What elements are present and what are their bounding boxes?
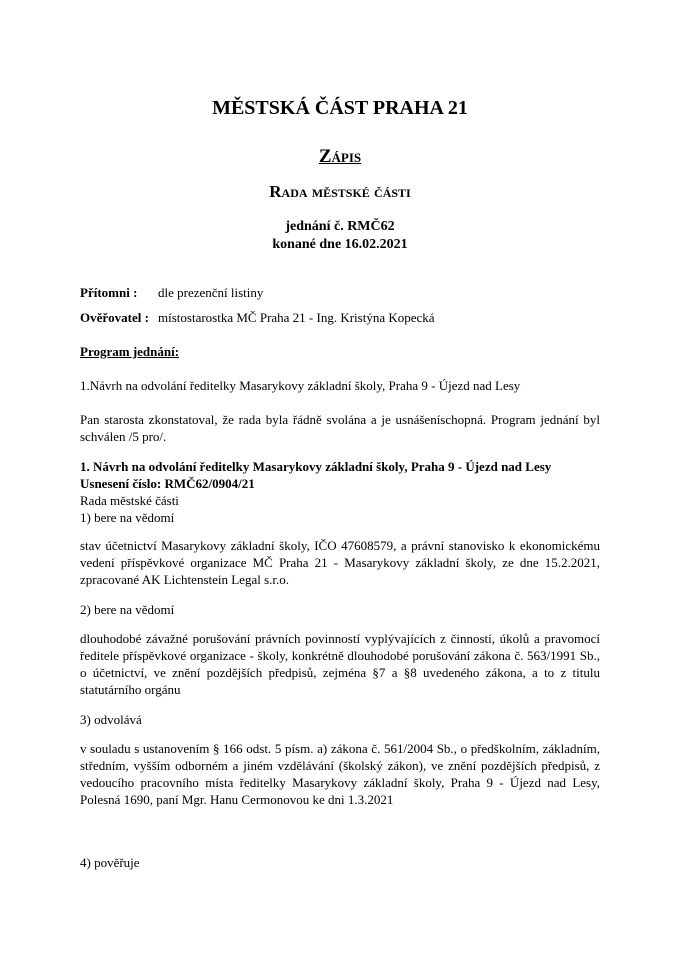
resolution-header xyxy=(80,458,600,526)
clause-1-text: stav účetnictví Masarykovy základní školy, IČO 47608579, a právní stanovisko k ekonomickému vedení příspěvkové organizace MČ Praha 21 - Masarykovy základní školy, ze dne 15.2.2021, zpracované AK Lichtenstein Legal s.r.o. xyxy=(80,538,600,587)
agenda-heading-text: Program jednání: xyxy=(80,344,180,359)
verifier-value: místostarostka MČ Praha 21 - Ing. Kristýna Kopecká xyxy=(158,310,435,325)
approval-note: Pan starosta zkonstatoval, že rada byla řádně svolána a je usnášeníschopná. Program jednání byl schválen /5 pro/. xyxy=(80,412,600,444)
clause-4-label: 4) pověřuje xyxy=(80,855,140,870)
session-date: konané dne 16.02.2021 xyxy=(272,237,408,252)
clause-1-label: 1) bere na vědomí xyxy=(80,510,175,525)
clause-3-label: 3) odvolává xyxy=(80,712,142,727)
present-label: Přítomni : xyxy=(80,285,138,300)
verifier-row xyxy=(80,309,600,326)
present-value: dle prezenční listiny xyxy=(158,285,264,300)
document-type-text: Zápis xyxy=(318,146,362,167)
resolution-body-intro: Rada městské části xyxy=(80,493,179,508)
session-info xyxy=(80,218,600,254)
resolution-item-title: 1. Návrh na odvolání ředitelky Masarykovy základní školy, Praha 9 - Újezd nad Lesy xyxy=(80,459,552,474)
resolution-number: Usnesení číslo: RMČ62/0904/21 xyxy=(80,476,255,491)
document-title: MĚSTSKÁ ČÁST PRAHA 21 xyxy=(212,97,468,119)
session-number: jednání č. RMČ62 xyxy=(285,219,395,234)
present-row xyxy=(80,284,600,301)
clause-3-text: v souladu s ustanovením § 166 odst. 5 písm. a) zákona č. 561/2004 Sb., o předškolním, základním, středním, vyšším odborném a jiném vzdělávání (školský zákon), ve znění pozdějších předpisů, z vedoucího pracovního místa ředitelky Masarykovy základní školy, Praha 9 - Újezd nad Lesy, Polesná 1690, paní Mgr. Hanu Cermonovou ke dni 1.3.2021 xyxy=(80,741,600,807)
clause-2-label: 2) bere na vědomí xyxy=(80,602,175,617)
agenda-item-1: 1.Návrh na odvolání ředitelky Masarykovy základní školy, Praha 9 - Újezd nad Lesy xyxy=(80,378,521,393)
agenda-heading xyxy=(80,343,600,360)
document-type-heading xyxy=(80,147,600,167)
verifier-label: Ověřovatel : xyxy=(80,310,149,325)
council-heading: Rada městské části xyxy=(269,182,411,201)
clause-2-text: dlouhodobé závažné porušování právních povinností vyplývajících z činností, úkolů a pravomocí ředitele příspěvkové organizace - školy, konkrétně dlouhodobé porušování zákona č. 563/1991 Sb., o účetnictví, ve znění pozdějších předpisů, zejména §7 a §8 uvedeného zákona, a to z titulu statutárního orgánu xyxy=(80,631,600,697)
